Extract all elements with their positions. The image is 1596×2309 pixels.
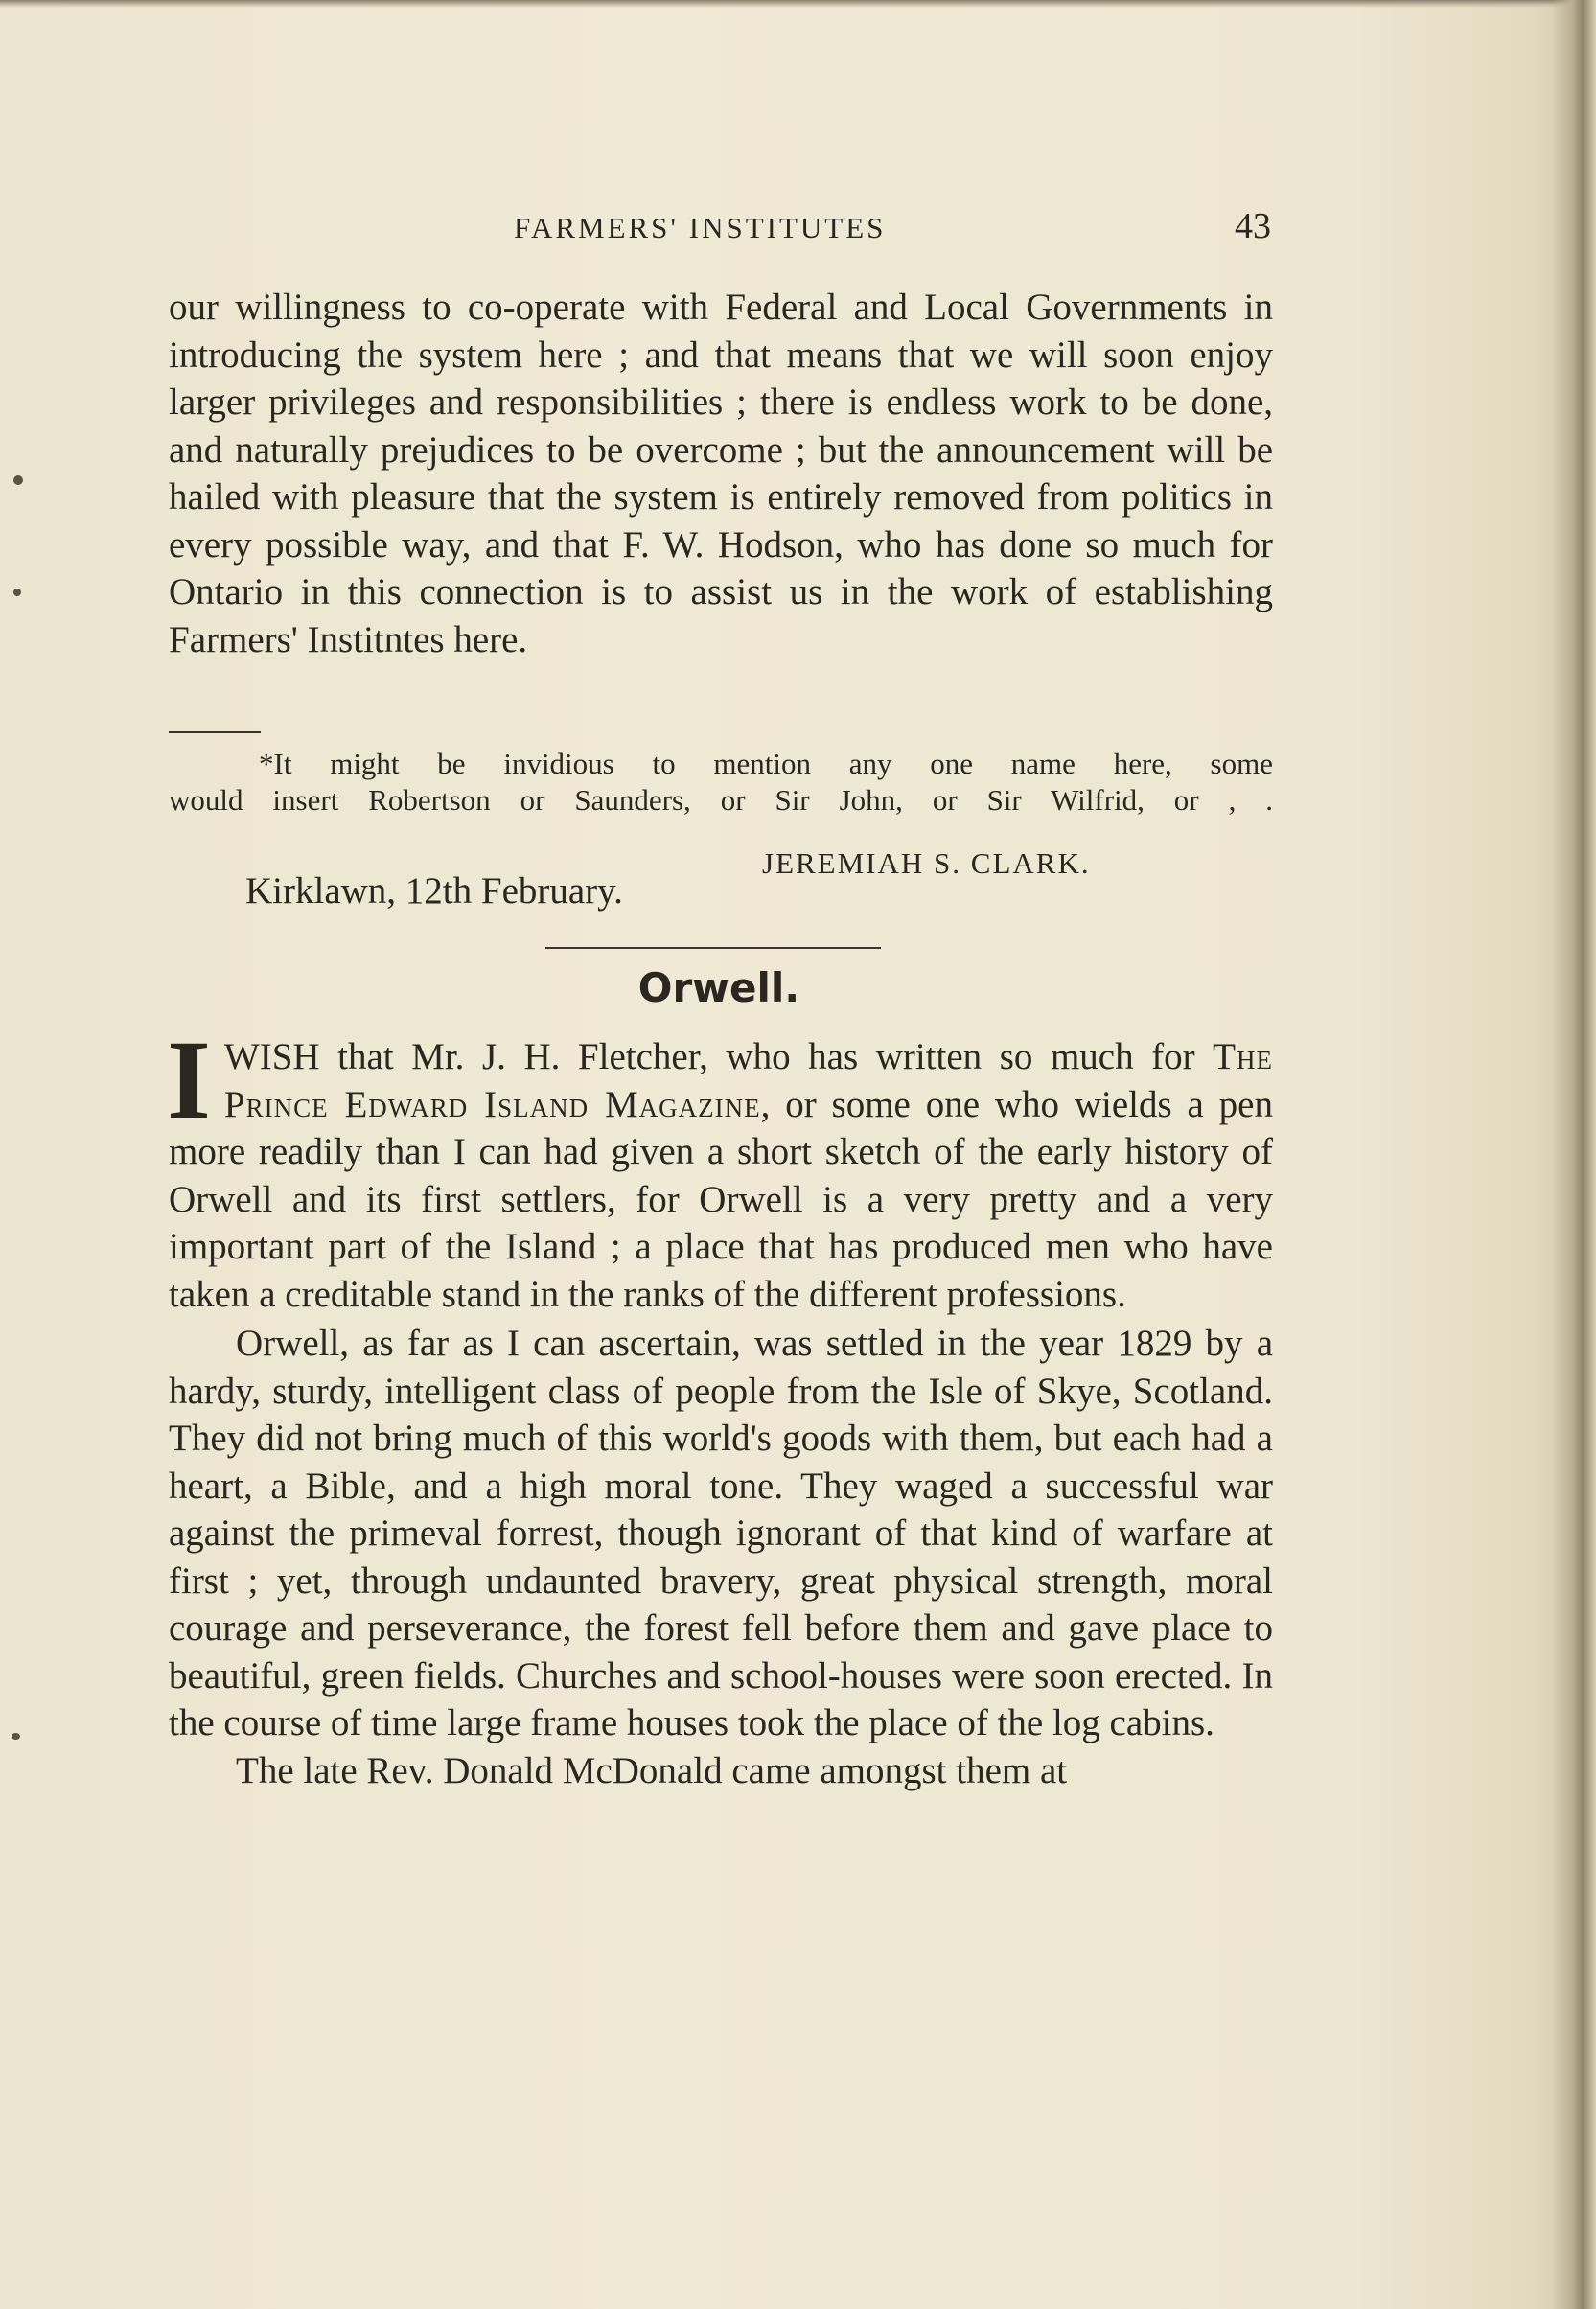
paragraph — [167, 1017, 1273, 1318]
paragraph-text: , or some one who wields a pen more readily than I can had given a short sketch of the early history of Orwell and its first settlers, for Orwell is a very pretty and a very important part of the Island ; a place that has produced men who have taken a creditable stand in the ranks of the different professions. — [169, 1083, 1273, 1315]
drop-cap: I — [167, 1017, 211, 1143]
paragraph-text: WISH that Mr. J. H. Fletcher, who has written so much for — [223, 1036, 1214, 1077]
place-date: Kirklawn, 12th February. — [245, 870, 623, 912]
footnote — [169, 746, 1273, 819]
footnote-rule — [169, 731, 261, 733]
running-head: FARMERS' INSTITUTES — [514, 211, 887, 244]
article-continuation — [169, 284, 1273, 663]
page-top-edge — [0, 0, 1596, 8]
margin-mark — [13, 589, 21, 596]
page-number: 43 — [1235, 206, 1271, 246]
magazine-title: The Prince Edward Island Magazine — [223, 1036, 1273, 1125]
margin-mark — [12, 1733, 20, 1740]
paragraph: The late Rev. Donald McDonald came amongst them at — [236, 1749, 1068, 1791]
section-divider — [545, 947, 881, 949]
footnote-line: *It might be invidious to mention any one name here, some — [259, 747, 1273, 780]
paragraph: our willingness to co-operate with Federal and Local Governments in introducing the system here ; and that means that we will soon enjoy larger privileges and responsibilities ; there is endless work to be done, and naturally prejudices to be overcome ; but the announcement will be hailed with pleasure that the system is entirely removed from politics in every possible way, and that F. W. Hodson, who has done so much for Ontario in this connection is to assist us in the work of establishing Farmers' Institntes here. — [169, 287, 1273, 660]
author-signature: JEREMIAH S. CLARK. — [762, 846, 1091, 880]
margin-mark — [13, 475, 23, 485]
footnote-line: would insert Robertson or Saunders, or Sir John, or Sir Wilfrid, or , . — [169, 783, 1273, 817]
orwell-article — [167, 1017, 1273, 1794]
page-header — [169, 201, 1271, 259]
paragraph: Orwell, as far as I can ascertain, was settled in the year 1829 by a hardy, sturdy, intelligent class of people from the Isle of Skye, Scotland. They did not bring much of this world's goods with them, but each had a heart, a Bible, and a high moral tone. They waged a successful war against the primeval forrest, though ignorant of that kind of warfare at first ; yet, through undaunted bravery, great physical strength, moral courage and perseverance, the forest fell before them and gave place to beautiful, green fields. Churches and school-houses were soon erected. In the course of time large frame houses took the place of the log cabins. — [169, 1323, 1273, 1743]
section-title: Orwell. — [637, 964, 800, 1011]
page-gutter-shadow — [1552, 0, 1596, 2309]
